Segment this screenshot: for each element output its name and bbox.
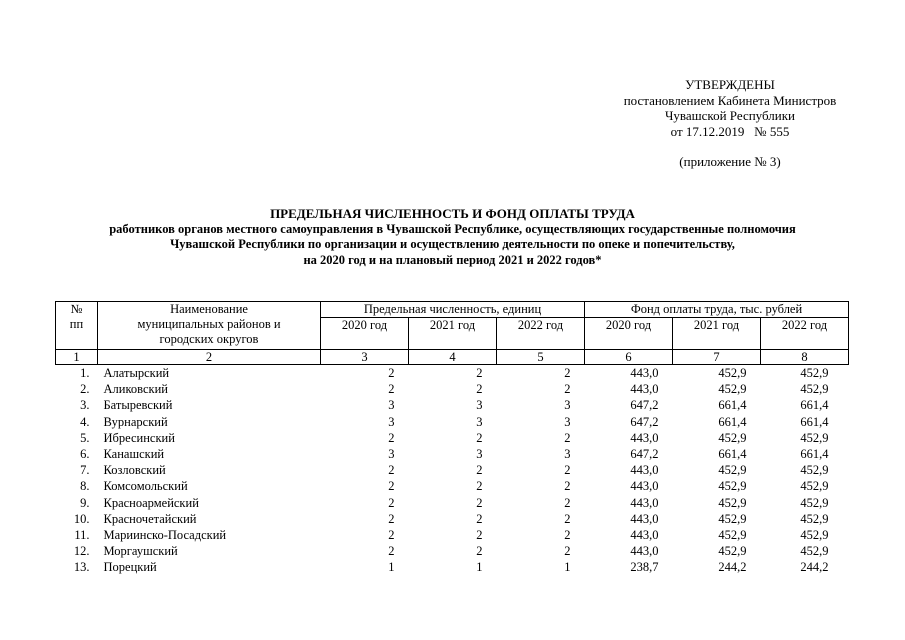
staff-2022: 2 bbox=[564, 528, 571, 543]
row-number: 2. bbox=[80, 382, 90, 397]
district-name: Красночетайский bbox=[103, 511, 197, 526]
column-index: 6 bbox=[585, 350, 673, 365]
fund-2020: 443,0 bbox=[630, 511, 659, 526]
staff-2022: 1 bbox=[564, 560, 571, 575]
table-row bbox=[56, 414, 849, 430]
column-index: 7 bbox=[673, 350, 761, 365]
column-index-row bbox=[56, 350, 849, 365]
header-number bbox=[56, 302, 98, 350]
district-name: Комсомольский bbox=[103, 479, 188, 494]
appendix-label: (приложение № 3) bbox=[679, 154, 781, 169]
fund-2020: 443,0 bbox=[630, 544, 659, 559]
fund-2020: 443,0 bbox=[630, 463, 659, 478]
row-number: 8. bbox=[80, 479, 90, 494]
document-title: ПРЕДЕЛЬНАЯ ЧИСЛЕННОСТЬ И ФОНД ОПЛАТЫ ТРУДА bbox=[270, 206, 635, 221]
document-subtitle-line-2: Чувашской Республики по организации и осуществлению деятельности по опеке и попечительству, bbox=[170, 237, 735, 251]
staff-2020: 2 bbox=[388, 528, 395, 543]
fund-2020: 238,7 bbox=[630, 560, 659, 575]
district-name: Красноармейский bbox=[103, 495, 199, 510]
row-number: 12. bbox=[73, 544, 90, 559]
header-staff-group: Предельная численность, единиц bbox=[321, 302, 585, 318]
table-row bbox=[56, 446, 849, 462]
fund-2022: 244,2 bbox=[800, 560, 829, 575]
fund-2022: 452,9 bbox=[800, 511, 829, 526]
district-name: Канашский bbox=[103, 447, 165, 462]
table-header-row-1 bbox=[56, 302, 849, 318]
row-number: 11. bbox=[74, 528, 90, 543]
fund-2020: 443,0 bbox=[630, 528, 659, 543]
header-staff-2022: 2022 год bbox=[497, 318, 585, 350]
staff-2022: 3 bbox=[564, 414, 571, 429]
fund-2022: 452,9 bbox=[800, 528, 829, 543]
staff-2021: 1 bbox=[476, 560, 483, 575]
staff-2022: 2 bbox=[564, 511, 571, 526]
fund-2021: 452,9 bbox=[718, 382, 747, 397]
column-index: 3 bbox=[321, 350, 409, 365]
header-name-line-1: Наименование bbox=[170, 302, 248, 316]
staff-and-fund-table bbox=[55, 301, 849, 576]
fund-2020: 647,2 bbox=[630, 398, 659, 413]
fund-2022: 661,4 bbox=[800, 447, 829, 462]
staff-2022: 2 bbox=[564, 430, 571, 445]
fund-2022: 661,4 bbox=[800, 414, 829, 429]
fund-2020: 647,2 bbox=[630, 447, 659, 462]
table-row bbox=[56, 495, 849, 511]
staff-2020: 2 bbox=[388, 382, 395, 397]
header-fund-group: Фонд оплаты труда, тыс. рублей bbox=[585, 302, 849, 318]
staff-2020: 3 bbox=[388, 414, 395, 429]
table-row bbox=[56, 430, 849, 446]
staff-2020: 2 bbox=[388, 511, 395, 526]
staff-2021: 2 bbox=[476, 528, 483, 543]
district-name: Аликовский bbox=[103, 382, 168, 397]
staff-2020: 3 bbox=[388, 447, 395, 462]
row-number: 13. bbox=[73, 560, 90, 575]
row-number: 5. bbox=[80, 430, 90, 445]
table-row bbox=[56, 559, 849, 575]
staff-2021: 3 bbox=[476, 447, 483, 462]
staff-2021: 2 bbox=[476, 463, 483, 478]
header-number-line-1: № bbox=[70, 302, 83, 316]
fund-2021: 452,9 bbox=[718, 528, 747, 543]
staff-2020: 1 bbox=[388, 560, 395, 575]
approval-stamp bbox=[610, 77, 850, 170]
header-name-line-3: городских округов bbox=[159, 332, 259, 346]
staff-2022: 2 bbox=[564, 544, 571, 559]
fund-2021: 661,4 bbox=[718, 447, 747, 462]
header-staff-2020: 2020 год bbox=[321, 318, 409, 350]
approval-date-number: от 17.12.2019 № 555 bbox=[670, 123, 790, 139]
staff-2022: 3 bbox=[564, 447, 571, 462]
table-row bbox=[56, 511, 849, 527]
staff-2021: 2 bbox=[476, 544, 483, 559]
header-fund-2022: 2022 год bbox=[761, 318, 849, 350]
table-row bbox=[56, 462, 849, 478]
staff-2022: 2 bbox=[564, 479, 571, 494]
fund-2020: 443,0 bbox=[630, 495, 659, 510]
header-staff-2021: 2021 год bbox=[409, 318, 497, 350]
district-name: Вурнарский bbox=[103, 414, 168, 429]
document-title-block bbox=[40, 206, 865, 268]
table-row bbox=[56, 365, 849, 382]
staff-2022: 3 bbox=[564, 398, 571, 413]
fund-2022: 452,9 bbox=[800, 495, 829, 510]
row-number: 9. bbox=[80, 495, 90, 510]
header-name-line-2: муниципальных районов и bbox=[137, 317, 281, 331]
staff-2021: 2 bbox=[476, 495, 483, 510]
staff-2020: 2 bbox=[388, 366, 395, 380]
staff-2020: 2 bbox=[388, 430, 395, 445]
document-subtitle-line-3: на 2020 год и на плановый период 2021 и 2022 годов* bbox=[303, 252, 602, 267]
header-fund-2021: 2021 год bbox=[673, 318, 761, 350]
row-number: 6. bbox=[80, 447, 90, 462]
fund-2022: 452,9 bbox=[800, 544, 829, 559]
table-row bbox=[56, 527, 849, 543]
district-name: Моргаушский bbox=[103, 544, 178, 559]
fund-2021: 452,9 bbox=[718, 495, 747, 510]
fund-2022: 452,9 bbox=[800, 366, 829, 380]
staff-2020: 3 bbox=[388, 398, 395, 413]
district-name: Батыревский bbox=[103, 398, 173, 413]
staff-2020: 2 bbox=[388, 495, 395, 510]
staff-2022: 2 bbox=[564, 495, 571, 510]
staff-2022: 2 bbox=[564, 463, 571, 478]
table-row bbox=[56, 381, 849, 397]
fund-2022: 452,9 bbox=[800, 479, 829, 494]
column-index: 4 bbox=[409, 350, 497, 365]
staff-2021: 3 bbox=[476, 398, 483, 413]
staff-2021: 2 bbox=[476, 382, 483, 397]
fund-2020: 443,0 bbox=[630, 479, 659, 494]
staff-2020: 2 bbox=[388, 479, 395, 494]
staff-2022: 2 bbox=[564, 366, 571, 380]
fund-2021: 452,9 bbox=[718, 366, 747, 380]
header-number-line-2: пп bbox=[69, 317, 84, 331]
staff-2021: 2 bbox=[476, 430, 483, 445]
fund-2021: 661,4 bbox=[718, 398, 747, 413]
staff-2021: 2 bbox=[476, 366, 483, 380]
header-name bbox=[98, 302, 321, 350]
row-number: 7. bbox=[80, 463, 90, 478]
fund-2021: 661,4 bbox=[718, 414, 747, 429]
header-fund-2020: 2020 год bbox=[585, 318, 673, 350]
row-number: 10. bbox=[73, 511, 90, 526]
approval-issuer: постановлением Кабинета Министров bbox=[623, 92, 837, 108]
fund-2020: 443,0 bbox=[630, 366, 659, 380]
fund-2020: 443,0 bbox=[630, 382, 659, 397]
fund-2022: 452,9 bbox=[800, 463, 829, 478]
fund-2021: 244,2 bbox=[718, 560, 747, 575]
fund-2020: 443,0 bbox=[630, 430, 659, 445]
fund-2022: 452,9 bbox=[800, 382, 829, 397]
table-row bbox=[56, 478, 849, 494]
staff-2022: 2 bbox=[564, 382, 571, 397]
fund-2021: 452,9 bbox=[718, 479, 747, 494]
approval-republic: Чувашской Республики bbox=[664, 108, 796, 123]
column-index: 1 bbox=[56, 350, 98, 365]
approval-title: УТВЕРЖДЕНЫ bbox=[685, 77, 775, 92]
document-subtitle-line-1: работников органов местного самоуправления в Чувашской Республике, осуществляющих государственные полномочия bbox=[109, 221, 796, 236]
district-name: Мариинско-Посадский bbox=[103, 528, 227, 543]
district-name: Козловский bbox=[103, 463, 166, 478]
row-number: 1. bbox=[80, 366, 90, 380]
table-row bbox=[56, 543, 849, 559]
staff-2021: 2 bbox=[476, 511, 483, 526]
district-name: Порецкий bbox=[103, 560, 157, 575]
district-name: Ибресинский bbox=[103, 430, 175, 445]
column-index: 2 bbox=[98, 350, 321, 365]
staff-2020: 2 bbox=[388, 544, 395, 559]
fund-2022: 452,9 bbox=[800, 430, 829, 445]
row-number: 3. bbox=[80, 398, 90, 413]
fund-2021: 452,9 bbox=[718, 463, 747, 478]
staff-2020: 2 bbox=[388, 463, 395, 478]
district-name: Алатырский bbox=[103, 366, 170, 380]
column-index: 8 bbox=[761, 350, 849, 365]
column-index: 5 bbox=[497, 350, 585, 365]
fund-2022: 661,4 bbox=[800, 398, 829, 413]
staff-2021: 2 bbox=[476, 479, 483, 494]
fund-2021: 452,9 bbox=[718, 511, 747, 526]
row-number: 4. bbox=[80, 414, 90, 429]
staff-2021: 3 bbox=[476, 414, 483, 429]
table-row bbox=[56, 397, 849, 413]
fund-2021: 452,9 bbox=[718, 430, 747, 445]
fund-2020: 647,2 bbox=[630, 414, 659, 429]
fund-2021: 452,9 bbox=[718, 544, 747, 559]
